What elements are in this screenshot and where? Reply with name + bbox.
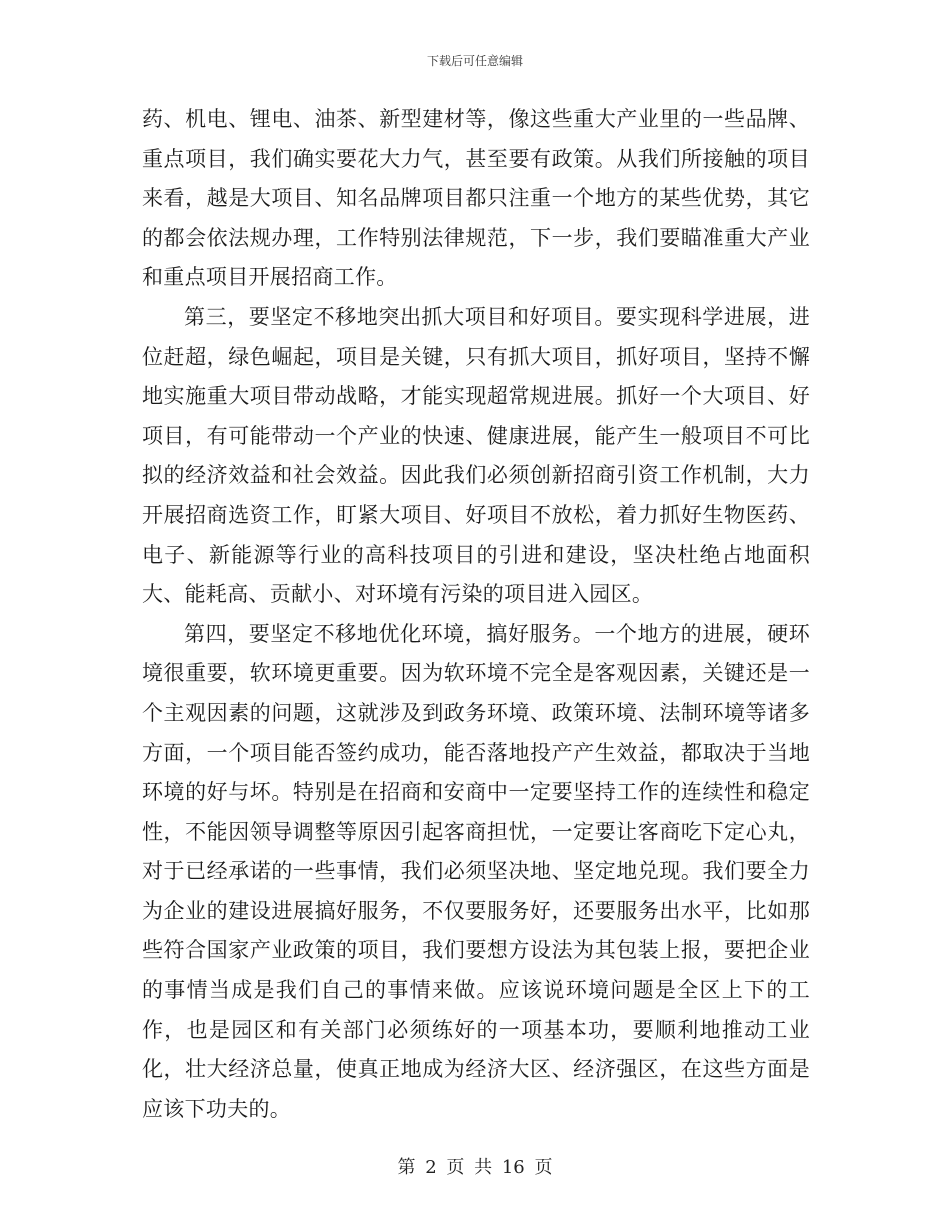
paragraph-point-three: 第三，要坚定不移地突出抓大项目和好项目。要实现科学进展，进位赶超，绿色崛起，项目是关键，只有抓大项目，抓好项目，坚持不懈地实施重大项目带动战略，才能实现超常规进展。抓好一个大项目、好项目，有可能带动一个产业的快速、健康进展，能产生一般项目不可比拟的经济效益和社会效益。因此我们必须创新招商引资工作机制，大力开展招商选资工作，盯紧大项目、好项目不放松，着力抓好生物医药、电子、新能源等行业的高科技项目的引进和建设，坚决杜绝占地面积大、能耗高、贡献小、对环境有污染的项目进入园区。 [142, 304, 810, 607]
paragraph-point-four: 第四，要坚定不移地优化环境，搞好服务。一个地方的进展，硬环境很重要，软环境更重要。因为软环境不完全是客观因素，关键还是一个主观因素的问题，这就涉及到政务环境、政策环境、法制环境等诸多方面，一个项目能否签约成功，能否落地投产产生效益，都取决于当地环境的好与坏。特别是在招商和安商中一定要坚持工作的连续性和稳定性，不能因领导调整等原因引起客商担忧，一定要让客商吃下定心丸，对于已经承诺的一些事情，我们必须坚决地、坚定地兑现。我们要全力为企业的建设进展搞好服务，不仅要服务好，还要服务出水平，比如那些符合国家产业政策的项目，我们要想方设法为其包装上报，要把企业的事情当成是我们自己的事情来做。应该说环境问题是全区上下的工作，也是园区和有关部门必须练好的一项基本功，要顺利地推动工业化，壮大经济总量，使真正地成为经济大区、经济强区，在这些方面是应该下功夫的。 [142, 621, 810, 1121]
page-number-footer: 第 2 页 共 16 页 [397, 1157, 553, 1178]
document-body [142, 100, 810, 1129]
paragraph-continuation: 药、机电、锂电、油茶、新型建材等，像这些重大产业里的一些品牌、重点项目，我们确实要花大力气，甚至要有政策。从我们所接触的项目来看，越是大项目、知名品牌项目都只注重一个地方的某些优势，其它的都会依法规办理，工作特别法律规范，下一步，我们要瞄准重大产业和重点项目开展招商工作。 [142, 107, 810, 290]
page-header: 下载后可任意编辑 [426, 54, 523, 68]
